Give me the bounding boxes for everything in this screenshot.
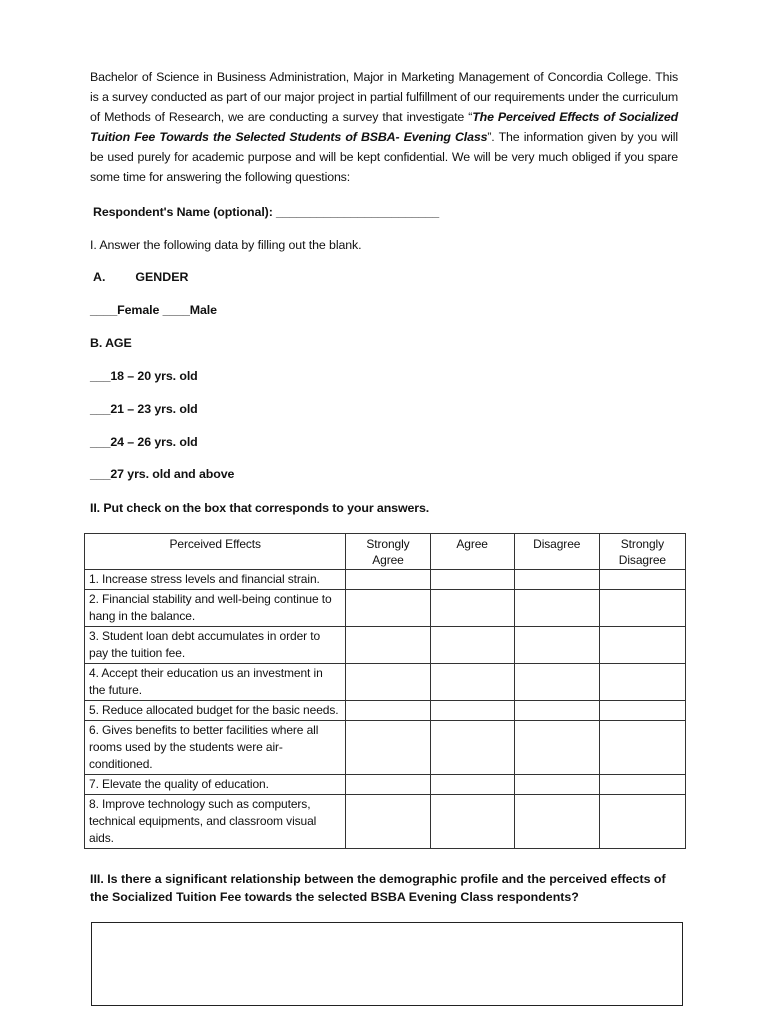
header-strongly-agree: Strongly Agree [346, 534, 430, 570]
checkbox-cell-strongly-disagree[interactable] [599, 570, 685, 590]
survey-title: The Perceived Effects of Socialized Tuition Fee Towards the Selected Students of BSBA- Evening Class [90, 110, 678, 145]
checkbox-cell-disagree[interactable] [514, 590, 599, 627]
respondent-name-field[interactable]: Respondent's Name (optional): ________________________ [93, 205, 440, 219]
checkbox-cell-strongly-agree[interactable] [346, 664, 430, 701]
table-row [85, 775, 686, 795]
table-row [85, 570, 686, 590]
checkbox-cell-agree[interactable] [430, 721, 514, 775]
checkbox-cell-disagree[interactable] [514, 775, 599, 795]
table-row [85, 721, 686, 775]
section-3-question: III. Is there a significant relationship between the demographic profile and the perceived effects of the Socialized Tuition Fee towards the selected BSBA Evening Class respondents? [90, 872, 666, 904]
effect-statement: 3. Student loan debt accumulates in order to pay the tuition fee. [85, 627, 346, 664]
header-agree: Agree [430, 534, 514, 570]
header-perceived-effects: Perceived Effects [85, 534, 346, 570]
checkbox-cell-strongly-agree[interactable] [346, 627, 430, 664]
gender-heading [93, 270, 188, 284]
intro-text-start: Bachelor of Science in Business Administration, Major in Marketing Management of Concordia College. This is a survey conducted as part of our major project in partial fulfillment of our requirements under the curriculum of Methods of Research, we are conducting a survey that investigate “ [90, 70, 678, 125]
age-option-21-23[interactable]: ___21 – 23 yrs. old [90, 402, 198, 416]
age-heading: B. AGE [90, 336, 132, 350]
checkbox-cell-agree[interactable] [430, 590, 514, 627]
checkbox-cell-agree[interactable] [430, 664, 514, 701]
checkbox-cell-disagree[interactable] [514, 627, 599, 664]
checkbox-cell-strongly-disagree[interactable] [599, 795, 685, 849]
header-disagree: Disagree [514, 534, 599, 570]
gender-label: GENDER [135, 270, 189, 284]
checkbox-cell-strongly-agree[interactable] [346, 590, 430, 627]
effect-statement: 6. Gives benefits to better facilities where all rooms used by the students were air-conditioned. [85, 721, 346, 775]
header-strongly-disagree: Strongly Disagree [599, 534, 685, 570]
effect-statement: 8. Improve technology such as computers, technical equipments, and classroom visual aids. [85, 795, 346, 849]
intro-text-end: ”. The information given by you will be used purely for academic purpose and will be kept confidential. We will be very much obliged if you spare some time for answering the following questions: [90, 130, 678, 185]
checkbox-cell-strongly-disagree[interactable] [599, 627, 685, 664]
effect-statement: 4. Accept their education us an investment in the future. [85, 664, 346, 701]
table-row [85, 627, 686, 664]
checkbox-cell-strongly-agree[interactable] [346, 775, 430, 795]
checkbox-cell-strongly-disagree[interactable] [599, 664, 685, 701]
perceived-effects-table [84, 533, 686, 849]
table-row [85, 590, 686, 627]
age-option-27-above[interactable]: ___27 yrs. old and above [90, 467, 235, 481]
effect-statement: 5. Reduce allocated budget for the basic needs. [85, 701, 346, 721]
checkbox-cell-strongly-agree[interactable] [346, 701, 430, 721]
checkbox-cell-disagree[interactable] [514, 795, 599, 849]
gender-letter: A. [93, 270, 106, 284]
checkbox-cell-agree[interactable] [430, 775, 514, 795]
answer-box[interactable] [91, 922, 683, 1006]
checkbox-cell-agree[interactable] [430, 795, 514, 849]
effect-statement: 7. Elevate the quality of education. [85, 775, 346, 795]
checkbox-cell-disagree[interactable] [514, 570, 599, 590]
checkbox-cell-strongly-agree[interactable] [346, 721, 430, 775]
checkbox-cell-disagree[interactable] [514, 701, 599, 721]
checkbox-cell-strongly-disagree[interactable] [599, 775, 685, 795]
table-row [85, 795, 686, 849]
table-header-row [85, 534, 686, 570]
checkbox-cell-strongly-disagree[interactable] [599, 721, 685, 775]
age-option-24-26[interactable]: ___24 – 26 yrs. old [90, 435, 198, 449]
table-row [85, 664, 686, 701]
checkbox-cell-strongly-disagree[interactable] [599, 590, 685, 627]
gender-options[interactable]: ____Female ____Male [90, 303, 217, 317]
checkbox-cell-agree[interactable] [430, 701, 514, 721]
checkbox-cell-disagree[interactable] [514, 721, 599, 775]
age-option-18-20[interactable]: ___18 – 20 yrs. old [90, 369, 198, 383]
section-1-instruction: I. Answer the following data by filling out the blank. [90, 238, 362, 252]
checkbox-cell-strongly-agree[interactable] [346, 570, 430, 590]
checkbox-cell-strongly-agree[interactable] [346, 795, 430, 849]
intro-paragraph [90, 67, 678, 187]
checkbox-cell-disagree[interactable] [514, 664, 599, 701]
checkbox-cell-agree[interactable] [430, 570, 514, 590]
effect-statement: 1. Increase stress levels and financial strain. [85, 570, 346, 590]
effect-statement: 2. Financial stability and well-being continue to hang in the balance. [85, 590, 346, 627]
checkbox-cell-strongly-disagree[interactable] [599, 701, 685, 721]
checkbox-cell-agree[interactable] [430, 627, 514, 664]
section-2-instruction: II. Put check on the box that corresponds to your answers. [90, 501, 430, 515]
table-row [85, 701, 686, 721]
